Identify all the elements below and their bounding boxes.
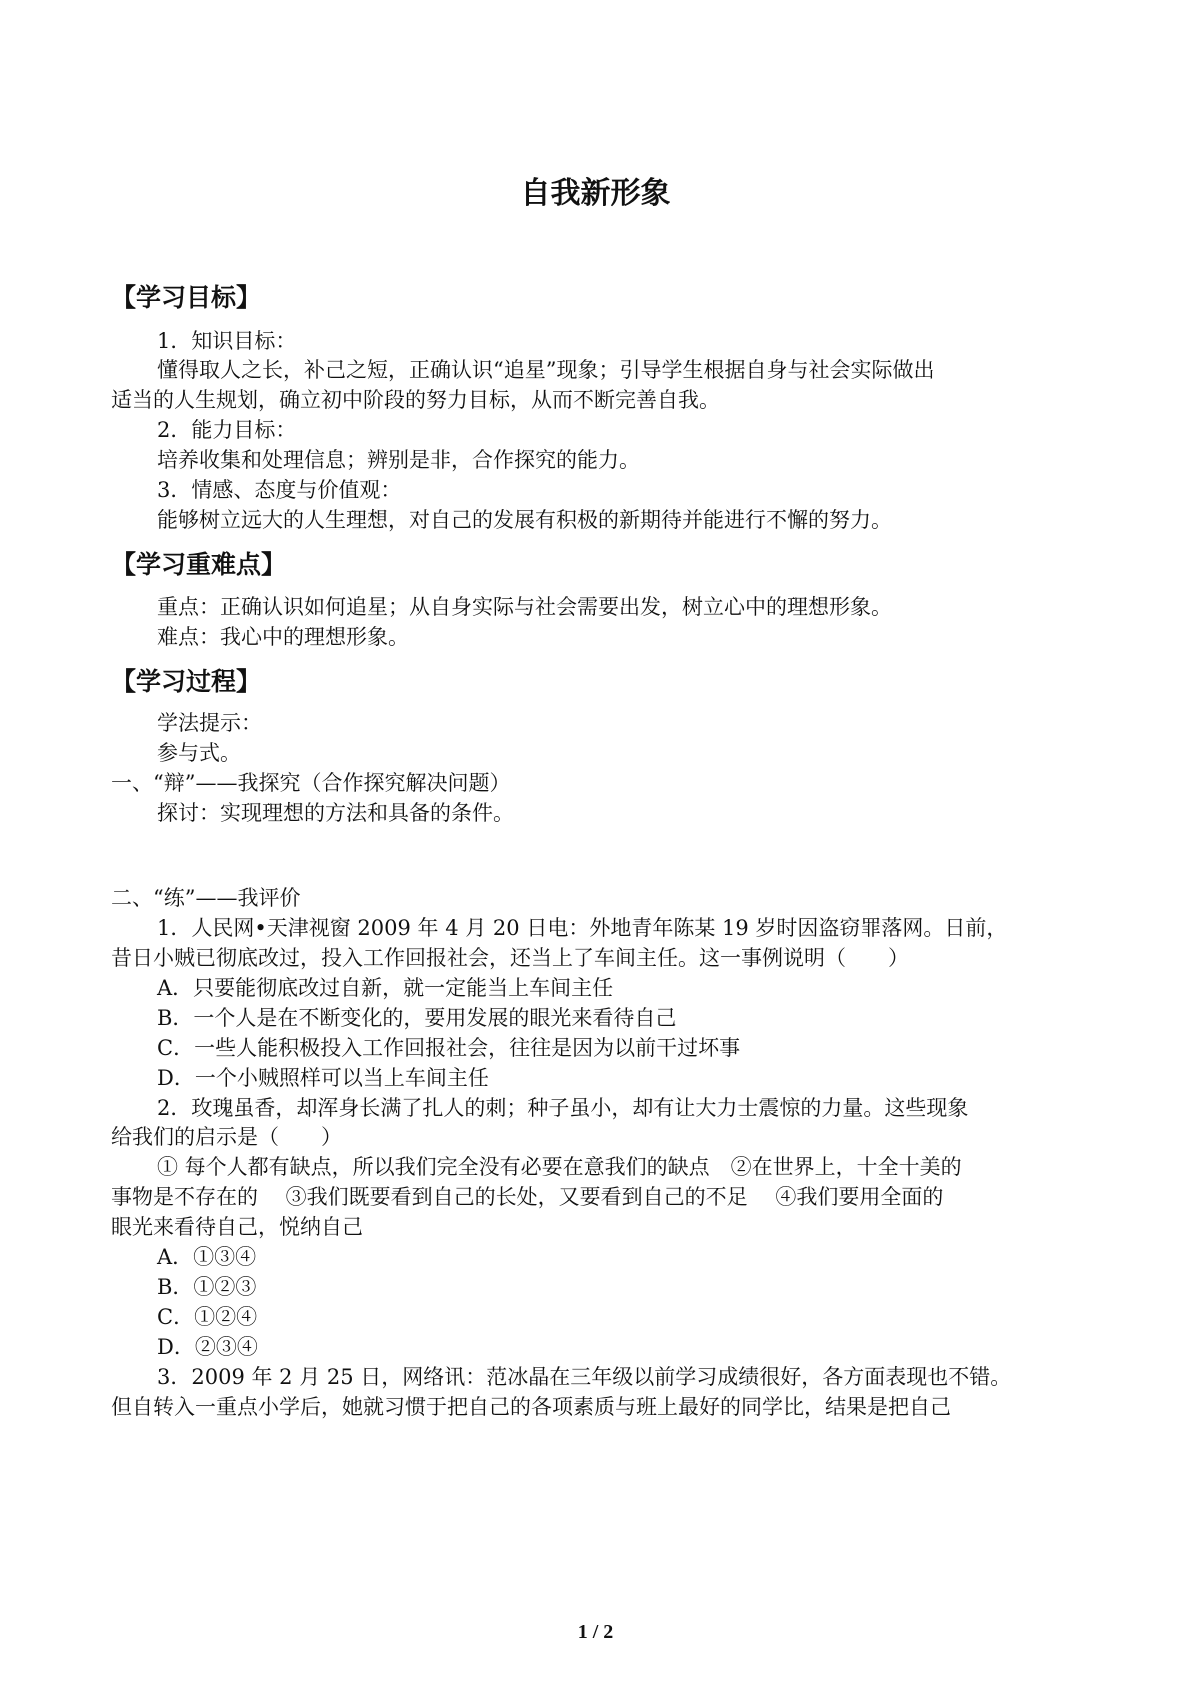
goal1-text-line2: 适当的人生规划，确立初中阶段的努力目标，从而不断完善自我。 (111, 388, 720, 412)
goal3-label: 3．情感、态度与价值观： (157, 478, 402, 502)
part1-text: 探讨：实现理想的方法和具备的条件。 (157, 801, 514, 825)
question2-line2: 给我们的启示是（ ） (111, 1125, 342, 1149)
key-point: 重点：正确认识如何追星；从自身实际与社会需要出发，树立心中的理想形象。 (157, 595, 892, 619)
question2-option-c: C．①②④ (157, 1305, 258, 1329)
page-number: 1 / 2 (577, 1621, 614, 1643)
question1-option-d: D．一个小贼照样可以当上车间主任 (157, 1066, 489, 1090)
question1-option-a: A．只要能彻底改过自新，就一定能当上车间主任 (157, 976, 614, 1000)
difficult-point: 难点：我心中的理想形象。 (157, 625, 409, 649)
section-heading-key-points: 【学习重难点】 (111, 550, 287, 579)
page-title: 自我新形象 (520, 176, 671, 211)
question2-option-b: B．①②③ (157, 1275, 257, 1299)
question1-option-b: B．一个人是在不断变化的，要用发展的眼光来看待自己 (157, 1006, 677, 1030)
question2-line5: 眼光来看待自己，悦纳自己 (111, 1215, 363, 1239)
question1-line2: 昔日小贼已彻底改过，投入工作回报社会，还当上了车间主任。这一事例说明（ ） (111, 946, 909, 970)
question1-option-c: C．一些人能积极投入工作回报社会，往往是因为以前干过坏事 (157, 1036, 741, 1060)
question1-line1: 1．人民网•天津视窗 2009 年 4 月 20 日电：外地青年陈某 19 岁时因盗窃罪落网。日前， (157, 916, 1008, 940)
question2-line3: ① 每个人都有缺点，所以我们完全没有必要在意我们的缺点 ②在世界上，十全十美的 (157, 1155, 962, 1179)
goal2-label: 2．能力目标： (157, 418, 297, 442)
question3-line1: 3．2009 年 2 月 25 日，网络讯：范冰晶在三年级以前学习成绩很好，各方面表现也不错。 (157, 1365, 1012, 1389)
method-label: 学法提示： (157, 711, 262, 735)
section-heading-goals: 【学习目标】 (111, 283, 262, 312)
goal1-text-line1: 懂得取人之长，补己之短，正确认识“追星”现象；引导学生根据自身与社会实际做出 (157, 358, 935, 382)
part2-title: 二、“练”——我评价 (111, 886, 301, 910)
section-heading-process: 【学习过程】 (111, 667, 262, 696)
question2-option-d: D．②③④ (157, 1335, 258, 1359)
question2-option-a: A．①③④ (157, 1245, 257, 1269)
method-text: 参与式。 (157, 741, 241, 765)
part1-title: 一、“辩”——我探究（合作探究解决问题） (111, 771, 511, 795)
goal3-text: 能够树立远大的人生理想，对自己的发展有积极的新期待并能进行不懈的努力。 (157, 508, 892, 532)
question2-line4: 事物是不存在的 ③我们既要看到自己的长处，又要看到自己的不足 ④我们要用全面的 (111, 1185, 944, 1209)
question2-line1: 2．玫瑰虽香，却浑身长满了扎人的刺；种子虽小，却有让大力士震惊的力量。这些现象 (157, 1096, 969, 1120)
goal2-text: 培养收集和处理信息；辨别是非，合作探究的能力。 (157, 448, 640, 472)
goal1-label: 1．知识目标： (157, 329, 297, 353)
question3-line2: 但自转入一重点小学后，她就习惯于把自己的各项素质与班上最好的同学比，结果是把自己 (111, 1395, 951, 1419)
